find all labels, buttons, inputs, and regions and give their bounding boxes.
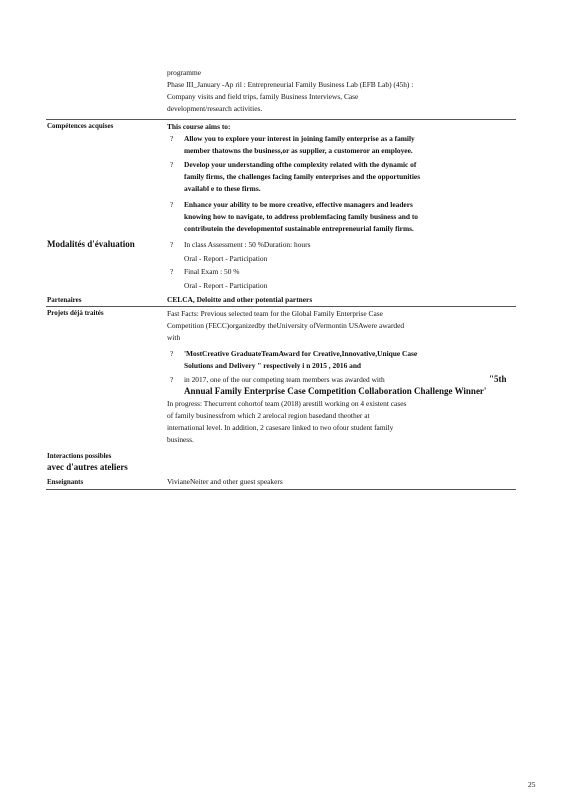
projets-bullet-2-line-2: Annual Family Enterprise Case Competition Collaboration Challenge Winner': [184, 386, 487, 396]
projets-label: Projets déjà traités: [47, 309, 104, 317]
row-divider: [46, 119, 516, 120]
interactions-label-line-2: avec d'autres ateliers: [47, 462, 128, 472]
row-divider: [46, 306, 516, 307]
competences-bullet-3-line-3: contributein the developmentof sustainable entrepreneurial family firms.: [184, 224, 414, 233]
bullet-marker: ?: [170, 240, 174, 249]
competences-bullet-2-line-1: Develop your understanding ofthe complexity related with the dynamic of: [184, 160, 417, 169]
projets-line-1: Fast Facts: Previous selected team for the Global Family Enterprise Case: [167, 309, 383, 318]
intro-line-4: development/research activities.: [167, 104, 263, 113]
intro-line-3: Company visits and field trips, family Business Interviews, Case: [167, 92, 359, 101]
evaluation-line-1: In class Assessment : 50 %Duration: hours: [184, 240, 311, 249]
evaluation-label: Modalités d'évaluation: [47, 239, 135, 249]
intro-line-1: programme: [167, 68, 202, 77]
competences-intro: This course aims to:: [167, 122, 231, 131]
projets-progress-line-4: business.: [167, 435, 194, 444]
bullet-marker: ?: [170, 160, 174, 169]
enseignants-text: VivianeNeiter and other guest speakers: [167, 477, 283, 486]
competences-bullet-2-line-2: family firms, the challenges facing family enterprises and the opportunities: [184, 172, 421, 181]
projets-line-2: Competition (FECC)organizedby theUniversity ofVermontin USAwere awarded: [167, 321, 405, 330]
bullet-marker: ?: [170, 267, 174, 276]
projets-progress-line-1: In progress: Thecurrent cohortof team (2018) arestill working on 4 existent cases: [167, 399, 407, 408]
partenaires-label: Partenaires: [47, 296, 82, 304]
projets-bullet-2-line-1: in 2017, one of the our competing team members was awarded with: [184, 375, 385, 384]
competences-label: Compétences acquises: [47, 122, 114, 130]
enseignants-label: Enseignants: [47, 478, 84, 486]
bullet-marker: ?: [170, 134, 174, 143]
evaluation-line-2: Oral - Report - Participation: [184, 254, 268, 263]
projets-bullet-1-line-1: 'MostCreative GraduateTeamAward for Creative,Innovative,Unique Case: [184, 349, 418, 358]
competences-bullet-2-line-3: availabl e to these firms.: [184, 184, 261, 193]
projets-progress-line-2: of family businessfrom which 2 arelocal region basedand theother at: [167, 411, 370, 420]
partenaires-text: CELCA, Deloitte and other potential partners: [167, 295, 313, 304]
projets-progress-line-3: international level. In addition, 2 casesare linked to two ofour student family: [167, 423, 394, 432]
competences-bullet-1-line-2: member thatowns the business,or as supplier, a customeror an employee.: [184, 146, 413, 155]
projets-line-3: with: [167, 333, 181, 342]
intro-line-2: Phase III_January -Ap ril : Entrepreneurial Family Business Lab (EFB Lab) (45h) :: [167, 80, 414, 89]
competences-bullet-3-line-2: knowing how to navigate, to address problemfacing family business and to: [184, 212, 419, 221]
page-number: 25: [528, 780, 536, 789]
table-bottom-rule: [46, 489, 516, 490]
evaluation-line-3: Final Exam : 50 %: [184, 267, 240, 276]
bullet-marker: ?: [170, 200, 174, 209]
projets-bullet-2-highlight: "5th: [489, 374, 507, 384]
bullet-marker: ?: [170, 375, 174, 384]
bullet-marker: ?: [170, 349, 174, 358]
evaluation-line-4: Oral - Report - Participation: [184, 281, 268, 290]
competences-bullet-1-line-1: Allow you to explore your interest in joining family enterprise as a family: [184, 134, 415, 143]
competences-bullet-3-line-1: Enhance your ability to be more creative, effective managers and leaders: [184, 200, 413, 209]
projets-bullet-1-line-2: Solutions and Delivery " respectively i n 2015 , 2016 and: [184, 361, 362, 370]
interactions-label-line-1: Interactions possibles: [47, 452, 112, 460]
